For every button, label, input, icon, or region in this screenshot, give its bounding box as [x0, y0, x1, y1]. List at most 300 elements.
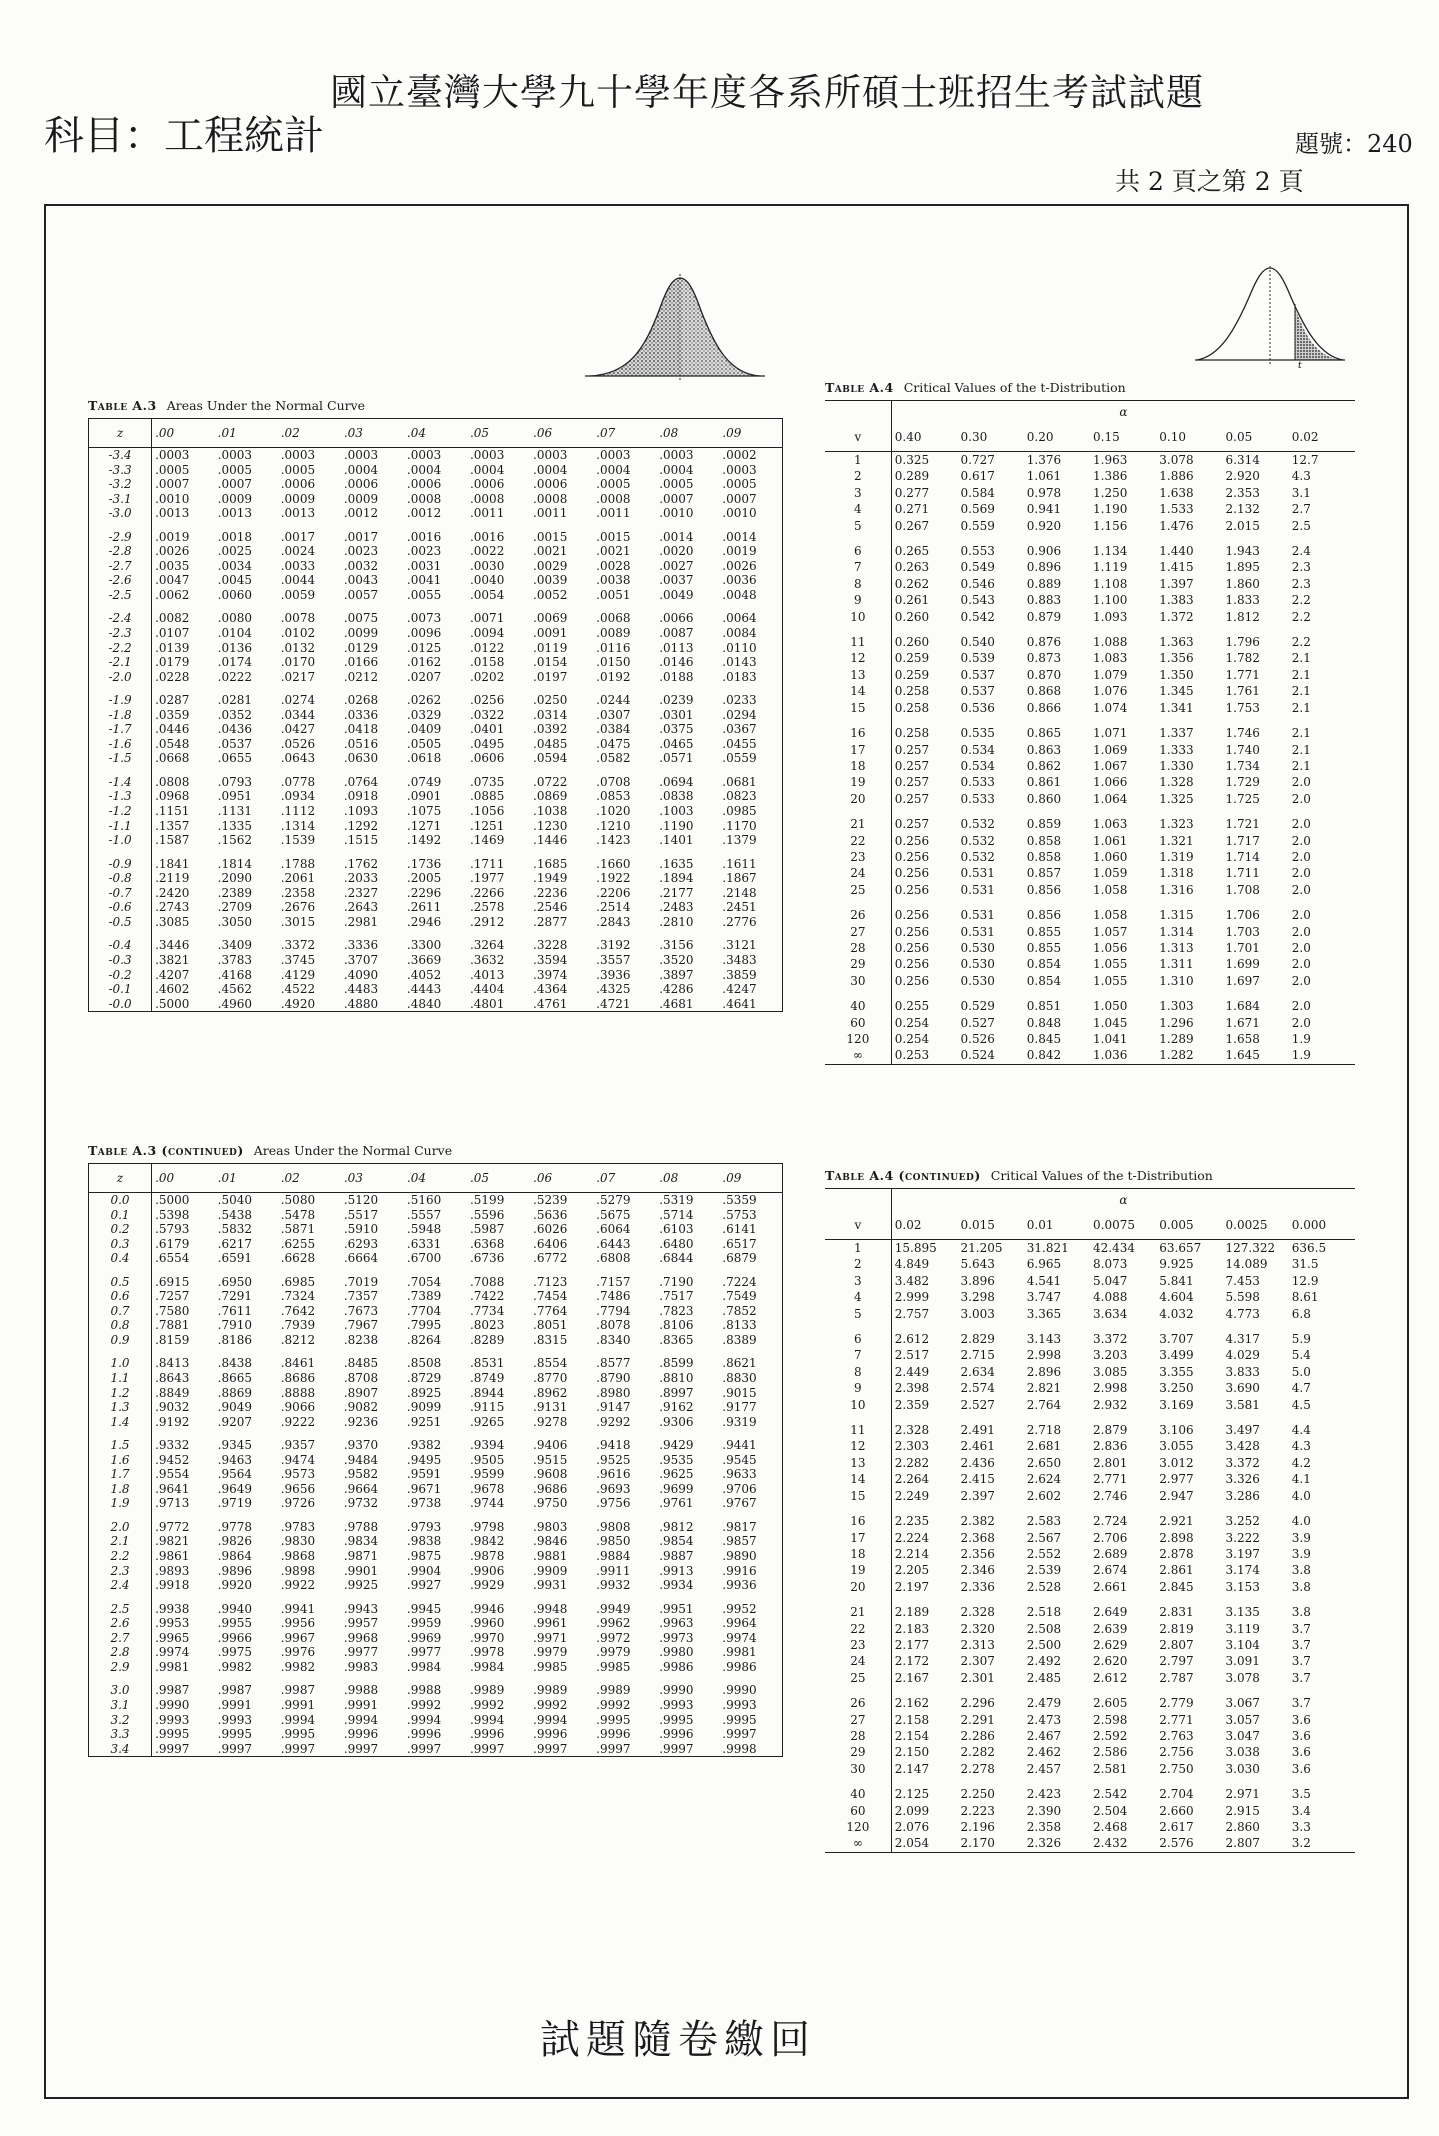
table-cell: .9772	[155, 1519, 190, 1534]
t-table-1-grid	[825, 400, 1355, 1065]
table-cell: 2.921	[1159, 1514, 1194, 1529]
table-cell: .0708	[596, 774, 631, 789]
table-cell: 2.449	[894, 1364, 930, 1379]
table-cell: .0968	[155, 789, 190, 804]
row-label: 1.7	[89, 1467, 152, 1482]
table-row	[825, 1289, 1355, 1305]
table-cell: 4.088	[1093, 1290, 1128, 1305]
table-cell: .2327	[343, 885, 379, 900]
row-label: 3	[825, 1273, 891, 1289]
table-cell: .6406	[533, 1236, 568, 1251]
table-cell: .9890	[722, 1549, 757, 1564]
table-cell: 2.359	[894, 1397, 930, 1412]
table-cell: .9979	[596, 1645, 631, 1660]
table-cell: .9803	[533, 1519, 568, 1534]
table-cell: 2.602	[1026, 1488, 1062, 1503]
row-label: 7	[825, 559, 891, 575]
table-cell: .0139	[155, 640, 190, 655]
column-header: .08	[656, 419, 719, 448]
table-cell: 2.689	[1093, 1546, 1128, 1561]
table-row	[825, 700, 1355, 716]
table-cell: .0006	[406, 477, 442, 492]
table-cell: .5832	[217, 1222, 253, 1237]
table-cell: .9545	[722, 1452, 757, 1467]
table-cell: .9699	[659, 1481, 694, 1496]
table-cell: 2.750	[1159, 1761, 1194, 1776]
table-row	[89, 1742, 783, 1757]
table-cell: 2.054	[894, 1836, 930, 1851]
table-cell: .6293	[343, 1236, 379, 1251]
table-cell: 21.205	[960, 1241, 1003, 1255]
table-cell: 2.436	[960, 1455, 995, 1470]
table-cell: .5398	[155, 1207, 190, 1222]
row-label: 21	[825, 807, 891, 832]
table-cell: .6772	[533, 1251, 568, 1266]
table-cell: .0202	[469, 669, 505, 684]
table-cell: .0078	[280, 611, 316, 626]
table-cell: 2.661	[1093, 1579, 1128, 1594]
table-cell: 2.528	[1026, 1579, 1062, 1594]
table-cell: 0.265	[894, 544, 930, 559]
table-cell: .8078	[596, 1318, 631, 1333]
table-cell: 4.0	[1291, 1514, 1311, 1529]
table-cell: .0057	[343, 587, 379, 602]
table-cell: 2.177	[894, 1637, 930, 1652]
table-row	[89, 448, 783, 463]
table-cell: .1611	[722, 856, 757, 871]
table-cell: .0082	[155, 611, 190, 626]
table-cell: .6217	[217, 1236, 253, 1251]
table-cell: 0.889	[1026, 576, 1062, 591]
row-label: -1.2	[89, 804, 152, 819]
table-row	[825, 1256, 1355, 1272]
table-cell: .9838	[406, 1534, 442, 1549]
table-cell: 2.278	[960, 1761, 995, 1776]
table-cell: 0.535	[960, 726, 995, 741]
table-cell: .1492	[406, 833, 442, 848]
table-cell: .9265	[469, 1414, 505, 1429]
table-cell: .0036	[722, 573, 757, 588]
table-cell: .3557	[596, 952, 631, 967]
table-cell: 2.0	[1291, 908, 1311, 923]
table-cell: .0495	[469, 736, 505, 751]
table-cell: 2.756	[1159, 1745, 1194, 1760]
table-cell: 1.701	[1225, 940, 1260, 955]
table-cell: 1.066	[1093, 775, 1128, 790]
table-row	[825, 833, 1355, 849]
table-row	[89, 1208, 783, 1223]
table-cell: .6628	[280, 1251, 316, 1266]
table-row	[89, 1482, 783, 1497]
table-cell: .5910	[343, 1222, 379, 1237]
row-label: 11	[825, 1413, 891, 1438]
table-row	[825, 807, 1355, 832]
table-cell: 0.530	[960, 957, 995, 972]
table-cell: .0722	[533, 774, 568, 789]
table-row	[89, 1318, 783, 1333]
row-label: 27	[825, 1712, 891, 1728]
table-cell: .7454	[533, 1289, 568, 1304]
table-cell: .5160	[406, 1193, 442, 1207]
table-cell: .0099	[343, 626, 379, 641]
table-cell: .0030	[469, 558, 505, 573]
table-cell: 1.100	[1093, 593, 1128, 608]
table-cell: .9987	[155, 1683, 190, 1698]
table-row	[825, 1803, 1355, 1819]
table-cell: 1.315	[1159, 908, 1194, 923]
t-table-1-caption	[825, 380, 1126, 395]
table-cell: .9505	[469, 1452, 505, 1467]
table-cell: .9979	[533, 1645, 568, 1660]
row-label: 2.6	[89, 1616, 152, 1631]
table-cell: 2.0	[1291, 940, 1311, 955]
table-cell: 0.531	[960, 924, 995, 939]
table-cell: 2.492	[1026, 1654, 1062, 1669]
table-row	[89, 708, 783, 723]
table-cell: .3015	[280, 914, 316, 929]
table-cell: .9871	[343, 1549, 379, 1564]
table-cell: .3936	[596, 967, 631, 982]
table-cell: .9977	[406, 1645, 442, 1660]
table-cell: .2843	[596, 914, 631, 929]
table-cell: .9966	[217, 1630, 253, 1645]
table-row	[825, 1819, 1355, 1835]
table-cell: 3.499	[1159, 1348, 1194, 1363]
column-header: .03	[341, 1164, 404, 1193]
table-cell: .9991	[217, 1697, 253, 1712]
table-cell: .1075	[406, 804, 442, 819]
table-cell: .2090	[217, 871, 253, 886]
row-label: 28	[825, 1728, 891, 1744]
table-cell: 1.064	[1093, 791, 1128, 806]
row-label: -1.8	[89, 708, 152, 723]
table-cell: .8980	[596, 1385, 631, 1400]
table-row	[825, 667, 1355, 683]
table-cell: .1335	[217, 818, 253, 833]
table-cell: .9830	[280, 1534, 316, 1549]
column-header: 0.02	[891, 1211, 957, 1240]
table-cell: .4443	[406, 982, 442, 997]
table-cell: .9474	[280, 1452, 316, 1467]
table-cell: .0314	[533, 707, 568, 722]
table-cell: 1.383	[1159, 593, 1194, 608]
table-row	[89, 1713, 783, 1728]
table-cell: 2.467	[1026, 1728, 1062, 1743]
table-cell: .0015	[596, 529, 631, 544]
table-cell: .5557	[406, 1207, 442, 1222]
table-cell: .9990	[155, 1697, 190, 1712]
table-cell: 3.7	[1291, 1696, 1311, 1711]
row-label: 0.6	[89, 1289, 152, 1304]
table-cell: .0003	[469, 448, 505, 462]
table-cell: .8531	[469, 1356, 505, 1371]
row-label: 1.1	[89, 1371, 152, 1386]
table-cell: 1.330	[1159, 758, 1194, 773]
table-cell: 1.041	[1093, 1032, 1128, 1046]
table-cell: 2.518	[1026, 1605, 1062, 1620]
table-row	[825, 849, 1355, 865]
table-cell: .1814	[217, 856, 253, 871]
table-cell: 2.0	[1291, 973, 1311, 988]
table-cell: .0808	[155, 774, 190, 789]
table-cell: 0.854	[1026, 957, 1062, 972]
row-label: 18	[825, 1546, 891, 1562]
table-cell: 2.819	[1159, 1621, 1194, 1636]
table-cell: .8051	[533, 1318, 568, 1333]
table-cell: .9515	[533, 1452, 568, 1467]
table-cell: .9756	[596, 1496, 631, 1511]
column-header: .00	[152, 419, 215, 448]
table-cell: .0003	[280, 448, 316, 462]
table-cell: .1271	[406, 818, 442, 833]
table-cell: .3783	[217, 952, 253, 967]
table-row	[825, 940, 1355, 956]
table-cell: 2.947	[1159, 1488, 1194, 1503]
table-cell: .4129	[280, 967, 316, 982]
table-cell: 2.235	[894, 1514, 930, 1529]
table-cell: .1314	[280, 818, 316, 833]
table-cell: 2.172	[894, 1654, 930, 1669]
table-cell: .9082	[343, 1400, 379, 1415]
table-row	[89, 626, 783, 641]
table-cell: .7157	[596, 1274, 631, 1289]
table-cell: .9987	[280, 1683, 316, 1698]
row-label: 13	[825, 667, 891, 683]
table-cell: 2.660	[1159, 1803, 1194, 1818]
table-cell: .9946	[469, 1601, 505, 1616]
table-cell: 0.254	[894, 1015, 930, 1030]
table-cell: .0011	[469, 506, 505, 521]
table-cell: .0005	[596, 477, 631, 492]
table-cell: .0239	[659, 693, 694, 708]
table-cell: .0087	[659, 626, 694, 641]
table-cell: 2.999	[894, 1290, 930, 1305]
table-cell: .1587	[155, 833, 190, 848]
table-cell: 3.047	[1225, 1728, 1260, 1743]
table-cell: .4052	[406, 967, 442, 982]
table-cell: 2.296	[960, 1696, 995, 1711]
table-cell: 2.998	[1026, 1348, 1062, 1363]
table-cell: .6554	[155, 1251, 190, 1266]
table-cell: 0.537	[960, 684, 995, 699]
table-cell: .0222	[217, 669, 253, 684]
table-cell: 2.650	[1026, 1455, 1062, 1470]
table-row	[89, 1237, 783, 1252]
table-cell: 3.482	[894, 1273, 930, 1288]
table-cell: 1.415	[1159, 560, 1194, 575]
table-cell: 2.282	[960, 1745, 995, 1760]
table-row	[89, 1534, 783, 1549]
table-cell: 4.541	[1026, 1273, 1062, 1288]
table-cell: 2.249	[894, 1488, 930, 1503]
table-cell: .0091	[533, 626, 568, 641]
table-cell: 1.069	[1093, 742, 1128, 757]
table-cell: .9177	[722, 1400, 757, 1415]
table-cell: .8749	[469, 1371, 505, 1386]
column-header: 0.20	[1024, 423, 1090, 452]
table-cell: 4.0	[1291, 1488, 1311, 1503]
table-cell: .0004	[659, 462, 694, 477]
table-cell: 0.883	[1026, 593, 1062, 608]
table-cell: 2.303	[894, 1439, 930, 1454]
table-row	[825, 1546, 1355, 1562]
table-cell: 1.372	[1159, 609, 1194, 624]
table-cell: .7088	[469, 1274, 505, 1289]
table-cell: .8438	[217, 1356, 253, 1371]
table-cell: .9332	[155, 1438, 190, 1453]
table-cell: 2.0	[1291, 1015, 1311, 1030]
table-cell: 63.657	[1159, 1241, 1202, 1255]
table-cell: 1.771	[1225, 667, 1260, 682]
table-cell: .1131	[217, 804, 253, 819]
table-cell: 0.527	[960, 1015, 995, 1030]
table-cell: 6.314	[1225, 453, 1260, 467]
table-cell: .9978	[469, 1645, 505, 1660]
table-cell: .1762	[343, 856, 379, 871]
table-cell: .9996	[343, 1727, 379, 1742]
table-cell: .0823	[722, 789, 757, 804]
table-cell: 2.2	[1291, 609, 1311, 624]
table-cell: .0336	[343, 707, 379, 722]
row-label: 1.6	[89, 1453, 152, 1468]
table-row	[825, 650, 1355, 666]
table-cell: .9641	[155, 1481, 190, 1496]
table-cell: 3.6	[1291, 1728, 1311, 1743]
table-row	[89, 1631, 783, 1646]
table-row	[89, 602, 783, 626]
table-row	[825, 865, 1355, 881]
table-cell: .9678	[469, 1481, 505, 1496]
table-cell: 1.310	[1159, 973, 1194, 988]
table-cell: 0.854	[1026, 973, 1062, 988]
column-header: 0.0025	[1223, 1211, 1289, 1240]
table-cell: .1635	[659, 856, 694, 871]
table-cell: .6591	[217, 1251, 253, 1266]
table-cell: .0029	[533, 558, 568, 573]
row-label: 2.1	[89, 1534, 152, 1549]
table-cell: .8665	[217, 1371, 253, 1386]
table-cell: 1.313	[1159, 940, 1194, 955]
table-cell: 2.076	[894, 1820, 930, 1834]
table-cell: .9997	[533, 1741, 568, 1756]
table-cell: 0.261	[894, 593, 930, 608]
table-cell: 2.457	[1026, 1761, 1062, 1776]
table-cell: 12.9	[1291, 1273, 1319, 1288]
table-cell: 0.532	[960, 849, 995, 864]
row-label: 8	[825, 576, 891, 592]
table-cell: 2.162	[894, 1696, 930, 1711]
row-label: -0.0	[89, 997, 152, 1012]
table-row	[825, 609, 1355, 625]
table-cell: .4880	[343, 996, 379, 1011]
table-cell: 2.706	[1093, 1530, 1128, 1545]
table-cell: 2.0	[1291, 957, 1311, 972]
table-cell: 0.277	[894, 485, 930, 500]
table-cell: .0009	[343, 491, 379, 506]
table-cell: 1.333	[1159, 742, 1194, 757]
table-cell: 2.896	[1026, 1364, 1062, 1379]
row-label: -0.7	[89, 886, 152, 901]
table-cell: .9913	[659, 1563, 694, 1578]
table-cell: 2.099	[894, 1803, 930, 1818]
table-cell: .9131	[533, 1400, 568, 1415]
table-cell: .9357	[280, 1438, 316, 1453]
table-cell: .7224	[722, 1274, 757, 1289]
table-cell: 2.0	[1291, 817, 1311, 832]
table-cell: 2.583	[1026, 1514, 1062, 1529]
table-cell: 3.055	[1159, 1439, 1194, 1454]
table-cell: .0618	[406, 751, 442, 766]
table-cell: .9564	[217, 1467, 253, 1482]
table-cell: 1.833	[1225, 593, 1260, 608]
table-cell: 0.529	[960, 999, 995, 1014]
table-cell: .9984	[469, 1659, 505, 1674]
row-label: -3.4	[89, 448, 152, 463]
row-label: 2.7	[89, 1631, 152, 1646]
table-cell: .5714	[659, 1207, 694, 1222]
table-cell: .8365	[659, 1332, 694, 1347]
table-cell: 2.724	[1093, 1514, 1128, 1529]
table-cell: .0084	[722, 626, 757, 641]
table-cell: .5120	[343, 1193, 379, 1207]
alpha-label: α	[1119, 405, 1128, 419]
table-cell: .5675	[596, 1207, 631, 1222]
table-cell: .0735	[469, 774, 505, 789]
table-cell: .6915	[155, 1274, 190, 1289]
table-cell: 2.879	[1093, 1423, 1128, 1438]
table-cell: .9911	[596, 1563, 631, 1578]
table-cell: .1539	[280, 833, 316, 848]
table-cell: .0019	[722, 544, 757, 559]
table-row	[825, 1777, 1355, 1802]
table-cell: 3.355	[1159, 1364, 1194, 1379]
table-row	[825, 774, 1355, 790]
table-cell: .9989	[596, 1683, 631, 1698]
table-cell: 3.372	[1225, 1455, 1260, 1470]
table-cell: 3.135	[1225, 1605, 1260, 1620]
row-label: -0.6	[89, 900, 152, 915]
table-cell: .1020	[596, 804, 631, 819]
table-cell: .9992	[596, 1697, 631, 1712]
table-cell: 3.3	[1291, 1820, 1311, 1834]
table-cell: .9812	[659, 1519, 694, 1534]
table-cell: .9875	[406, 1549, 442, 1564]
table-cell: 3.5	[1291, 1787, 1311, 1802]
row-label: -2.4	[89, 602, 152, 626]
table-cell: .9994	[280, 1712, 316, 1727]
table-cell: .6443	[596, 1236, 631, 1251]
table-row	[825, 1621, 1355, 1637]
column-header: 0.02	[1289, 423, 1355, 452]
row-label: -2.7	[89, 559, 152, 574]
table-cell: 0.845	[1026, 1032, 1062, 1046]
table-row	[89, 997, 783, 1012]
table-cell: .4522	[280, 982, 316, 997]
row-label: 0.7	[89, 1304, 152, 1319]
table-cell: .5753	[722, 1207, 757, 1222]
table-cell: .9997	[596, 1741, 631, 1756]
table-cell: .9099	[406, 1400, 442, 1415]
table-cell: 2.586	[1093, 1745, 1128, 1760]
table-cell: .0035	[155, 558, 190, 573]
table-cell: .7123	[533, 1274, 568, 1289]
table-cell: .3192	[596, 938, 631, 953]
table-cell: 1.796	[1225, 635, 1260, 650]
table-cell: .1003	[659, 804, 694, 819]
table-cell: 0.256	[894, 973, 930, 988]
table-cell: .0436	[217, 722, 253, 737]
row-label: 6	[825, 534, 891, 559]
